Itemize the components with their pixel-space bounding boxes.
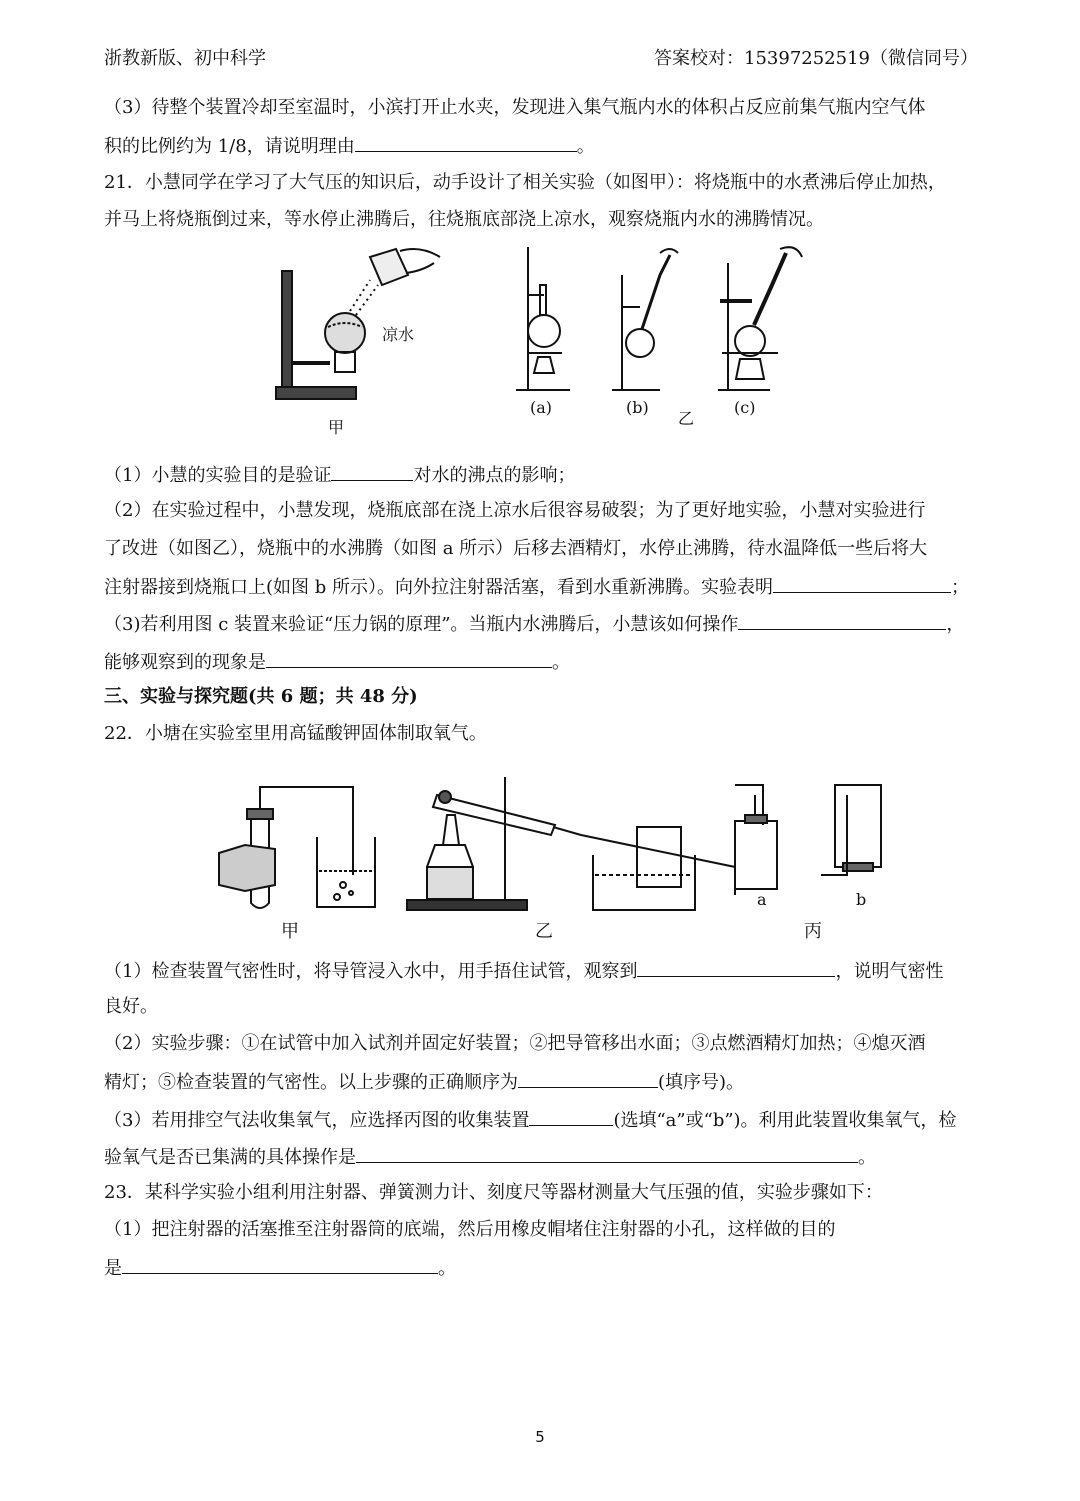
q21-fig-label-a: (a): [530, 398, 553, 417]
q22-p2-answer-blank[interactable]: [518, 1069, 658, 1088]
q22-fig-caption-jia: 甲: [281, 921, 299, 942]
q22-p2-line1: （2）实验步骤：①在试管中加入试剂并固定好装置；②把导管移出水面；③点燃酒精灯加热；④熄灭酒: [104, 1033, 926, 1054]
q23-p1-answer-blank[interactable]: [122, 1255, 438, 1274]
q21-stem-line2: 并马上将烧瓶倒过来，等水停止沸腾后，往烧瓶底部浇上凉水，观察烧瓶内水的沸腾情况。: [104, 209, 824, 230]
q22-p1-answer-blank[interactable]: [637, 958, 835, 977]
q21-fig-caption-yi: 乙: [678, 409, 695, 428]
q21-p3-line1: [104, 611, 964, 637]
q21-figure-jia: [270, 245, 450, 410]
q22-fig-caption-yi: 乙: [535, 921, 553, 942]
q20-p3-line1: （3）待整个装置冷却至室温时，小滨打开止水夹，发现进入集气瓶内水的体积占反应前集气瓶内空气体: [104, 97, 926, 118]
q22-p3-text2: 验氧气是否已集满的具体操作是: [104, 1147, 356, 1168]
q21-p1-text-end: 对水的沸点的影响；: [413, 465, 576, 486]
q23-p1-line1: （1）把注射器的活塞推至注射器筒的底端，然后用橡皮帽堵住注射器的小孔，这样做的目的: [104, 1219, 836, 1240]
q22-fig-label-a: a: [757, 890, 767, 909]
q23-p1-line2: [104, 1255, 456, 1281]
header-right: 答案校对：15397252519（微信同号）: [654, 48, 978, 69]
q21-stem-line1: 21．小慧同学在学习了大气压的知识后，动手设计了相关实验（如图甲）：将烧瓶中的水煮沸后停止加热，: [104, 172, 946, 193]
q21-fig-label-b: (b): [626, 398, 649, 417]
q23-p1-text: 是: [104, 1258, 122, 1279]
q23-stem: 23．某科学实验小组利用注射器、弹簧测力计、刻度尺等器材测量大气压强的值，实验步骤如下：: [104, 1182, 883, 1203]
q21-p2-line2: 了改进（如图乙），烧瓶中的水沸腾（如图 a 所示）后移去酒精灯，水停止沸腾，待水温降低一些后将大: [104, 538, 928, 559]
header-left: 浙教新版、初中科学: [104, 48, 266, 69]
page-number: 5: [535, 1428, 545, 1446]
q20-p3-end: 。: [576, 136, 595, 157]
q22-p3-text-end: (选填“a”或“b”)。利用此装置收集氧气，检: [613, 1110, 957, 1131]
q21-p3-text2: 能够观察到的现象是: [104, 652, 266, 673]
q22-p1-text-end: ，说明气密性: [835, 961, 944, 982]
q22-p3-answer-blank-2[interactable]: [356, 1144, 858, 1163]
q21-p3-answer-blank-1[interactable]: [738, 611, 946, 630]
q22-p1-line1: [104, 958, 943, 984]
q20-p3-answer-blank[interactable]: [355, 133, 577, 152]
q21-p1-text: （1）小慧的实验目的是验证: [104, 465, 332, 486]
q22-p3-line1: [104, 1107, 957, 1133]
q20-p3-text: 积的比例约为 1/8，请说明理由: [104, 136, 355, 157]
q21-p1-line: [104, 462, 575, 488]
q21-fig-label-c: (c): [734, 398, 756, 417]
q22-p3-end: 。: [858, 1147, 876, 1168]
q22-p1-line2: 良好。: [104, 996, 158, 1017]
q21-p3-end: 。: [552, 652, 570, 673]
q22-p2-line2: [104, 1069, 744, 1095]
q22-p3-answer-blank-1[interactable]: [529, 1107, 613, 1126]
q22-p2-text: 精灯；⑤检查装置的气密性。以上步骤的正确顺序为: [104, 1072, 518, 1093]
q21-p2-text: 注射器接到烧瓶口上(如图 b 所示）。向外拉注射器活塞，看到水重新沸腾。实验表明: [104, 577, 773, 598]
q22-p2-end: (填序号)。: [658, 1072, 745, 1093]
q22-figure: [215, 775, 895, 915]
q21-fig-caption-jia: 甲: [328, 418, 345, 437]
q20-p3-line2: [104, 133, 595, 159]
q21-p1-answer-blank[interactable]: [331, 462, 413, 481]
q22-fig-label-b: b: [856, 890, 867, 909]
q22-p3-text: （3）若用排空气法收集氧气，应选择丙图的收集装置: [104, 1110, 530, 1131]
q21-p3-answer-blank-2[interactable]: [266, 649, 552, 668]
q21-p3-line2: [104, 649, 570, 675]
q22-stem: 22．小塘在实验室里用高锰酸钾固体制取氧气。: [104, 723, 487, 744]
q22-p3-line2: [104, 1144, 876, 1170]
q22-fig-caption-bing: 丙: [804, 921, 822, 942]
q21-p3-text: （3)若利用图 c 装置来验证“压力锅的原理”。当瓶内水沸腾后，小慧该如何操作: [104, 614, 739, 635]
q21-p2-answer-blank[interactable]: [773, 574, 951, 593]
q23-p1-end: 。: [438, 1258, 456, 1279]
q21-p2-line1: （2）在实验过程中，小慧发现，烧瓶底部在浇上凉水后很容易破裂；为了更好地实验，小慧对实验进行: [104, 500, 926, 521]
q22-p1-text: （1）检查装置气密性时，将导管浸入水中，用手捂住试管，观察到: [104, 961, 638, 982]
q21-p2-end: ；: [951, 577, 969, 598]
q21-fig-label-cold-water: 凉水: [382, 325, 415, 344]
q21-p2-line3: [104, 574, 969, 600]
q21-p3-comma: ，: [946, 614, 965, 635]
section-3-title: 三、实验与探究题(共 6 题；共 48 分): [104, 686, 418, 707]
q21-figure-yi: [510, 245, 810, 400]
